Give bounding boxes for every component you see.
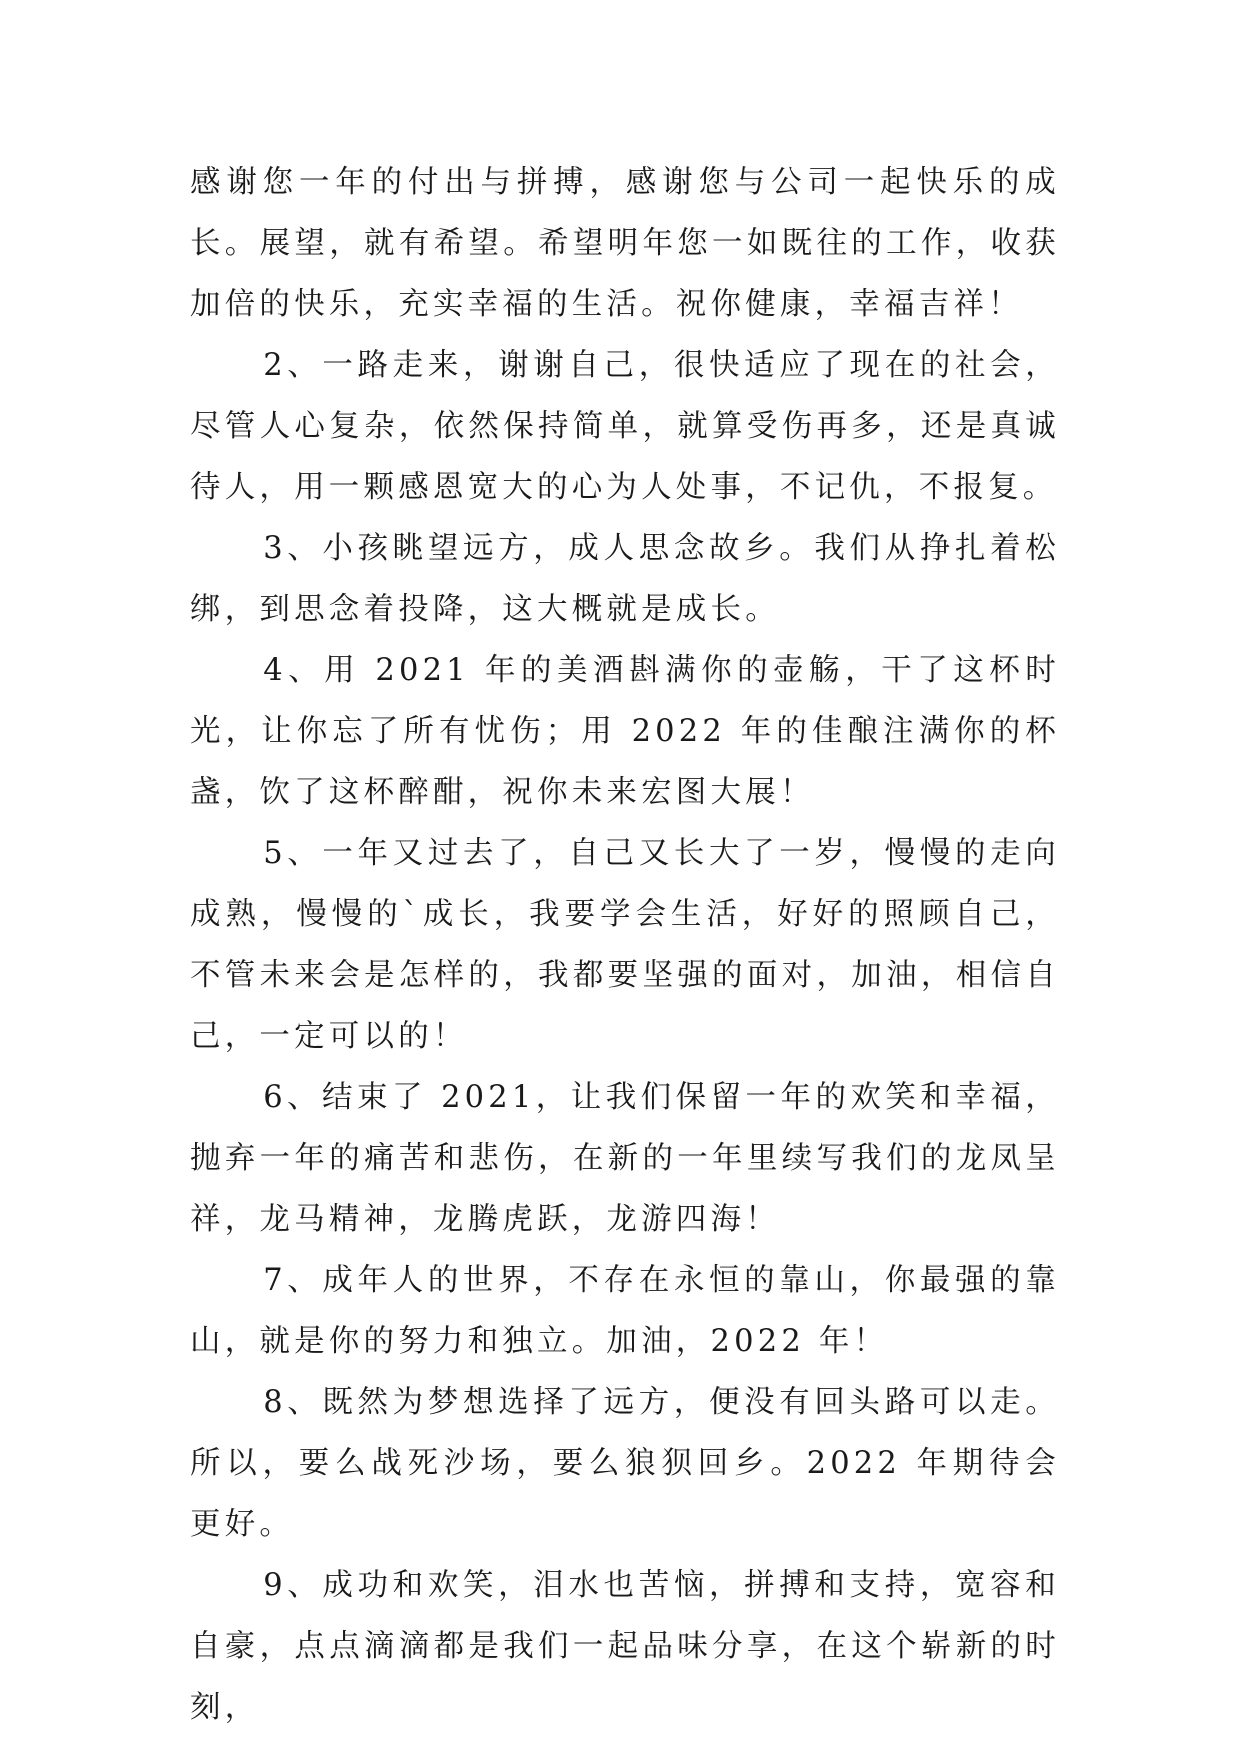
paragraph-8: 8、既然为梦想选择了远方，便没有回头路可以走。所以，要么战死沙场，要么狼狈回乡。2022 年期待会更好。	[190, 1385, 1060, 1542]
paragraph-4: 4、用 2021 年的美酒斟满你的壶觞，干了这杯时光，让你忘了所有忧伤；用 2022 年的佳酿注满你的杯盏，饮了这杯醉酣，祝你未来宏图大展！	[190, 653, 1060, 810]
paragraph-9: 9、成功和欢笑，泪水也苦恼，拼搏和支持，宽容和自豪，点点滴滴都是我们一起品味分享，在这个崭新的时刻，	[190, 1568, 1060, 1725]
paragraph-3: 3、小孩眺望远方，成人思念故乡。我们从挣扎着松绑，到思念着投降，这大概就是成长。	[190, 531, 1060, 627]
paragraph-5: 5、一年又过去了，自己又长大了一岁，慢慢的走向成熟，慢慢的`成长，我要学会生活，好好的照顾自己，不管未来会是怎样的，我都要坚强的面对，加油，相信自己，一定可以的！	[190, 836, 1060, 1054]
paragraph-6: 6、结束了 2021，让我们保留一年的欢笑和幸福，抛弃一年的痛苦和悲伤，在新的一年里续写我们的龙凤呈祥，龙马精神，龙腾虎跃，龙游四海！	[190, 1080, 1060, 1237]
paragraph-7: 7、成年人的世界，不存在永恒的靠山，你最强的靠山，就是你的努力和独立。加油，2022 年！	[190, 1263, 1060, 1359]
paragraph-1: 感谢您一年的付出与拼搏，感谢您与公司一起快乐的成长。展望，就有希望。希望明年您一如既往的工作，收获加倍的快乐，充实幸福的生活。祝你健康，幸福吉祥！	[190, 165, 1060, 322]
paragraph-2: 2、一路走来，谢谢自己，很快适应了现在的社会，尽管人心复杂，依然保持简单，就算受伤再多，还是真诚待人，用一颗感恩宽大的心为人处事，不记仇，不报复。	[190, 348, 1060, 505]
document-body	[190, 152, 1060, 1738]
